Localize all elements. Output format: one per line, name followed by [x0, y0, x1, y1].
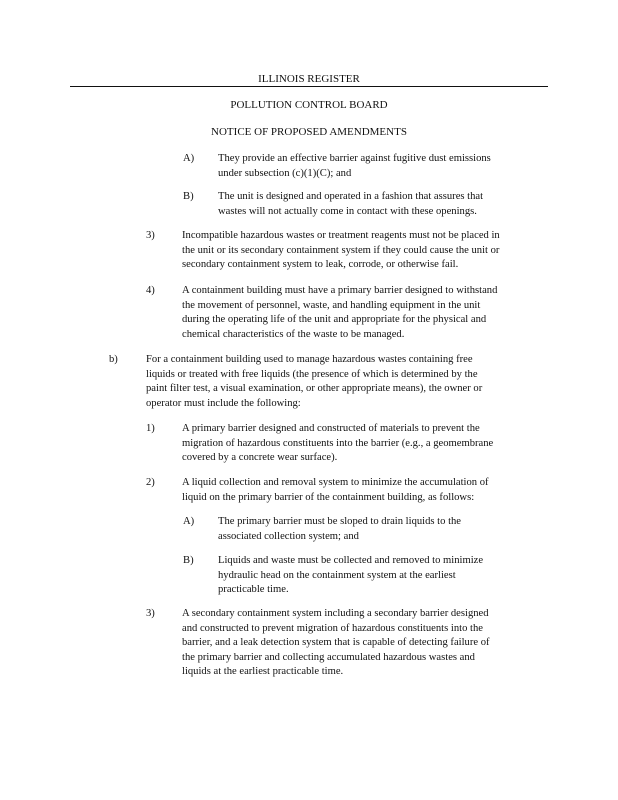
text-line: The primary barrier must be sloped to drain liquids to the [218, 516, 462, 527]
item-text [182, 284, 497, 342]
notice-title: NOTICE OF PROPOSED AMENDMENTS [211, 126, 407, 138]
text-line: liquids or treated with free liquids (the presence of which is determined by the [146, 368, 478, 380]
text-line: under subsection (c)(1)(C); and [218, 167, 352, 179]
header-rule [70, 86, 548, 87]
text-line: liquid on the primary barrier of the containment building, as follows: [182, 491, 475, 503]
text-line: hydraulic head on the containment system at the earliest [218, 569, 456, 581]
item-text [182, 476, 489, 505]
item-text [218, 515, 461, 544]
item-text [218, 152, 491, 181]
item-text [182, 422, 493, 466]
text-line: the unit or its secondary containment system if they could cause the unit or [182, 244, 500, 256]
item-label: 1) [146, 423, 155, 434]
item-text [182, 607, 490, 680]
text-line: They provide an effective barrier against fugitive dust emissions [218, 153, 491, 164]
text-line: covered by a concrete wear surface). [182, 452, 338, 464]
text-line: barrier, and a leak detection system that is capable of detecting failure of [182, 637, 490, 649]
item-label: 4) [146, 285, 155, 296]
item-label: 3) [146, 230, 155, 241]
text-line: operator must include the following: [146, 397, 301, 409]
text-line: secondary containment system to leak, corrode, or otherwise fail. [182, 259, 459, 271]
item-text [218, 554, 483, 598]
text-line: liquids at the earliest practicable time. [182, 666, 344, 678]
text-line: For a containment building used to manage hazardous wastes containing free [146, 354, 473, 365]
text-line: The unit is designed and operated in a fashion that assures that [218, 191, 484, 202]
text-line: the movement of personnel, waste, and handling equipment in the unit [182, 299, 481, 311]
text-line: A primary barrier designed and constructed of materials to prevent the [182, 423, 480, 434]
text-line: A liquid collection and removal system to minimize the accumulation of [182, 477, 489, 488]
item-label: 2) [146, 477, 155, 488]
item-label: A) [183, 516, 195, 527]
item-label: b) [109, 354, 118, 365]
item-label: A) [183, 153, 195, 164]
item-label: 3) [146, 608, 155, 619]
text-line: wastes will not actually come in contact with these openings. [218, 205, 477, 217]
register-title: ILLINOIS REGISTER [258, 73, 360, 85]
text-line: and constructed to prevent migration of hazardous constituents into the [182, 622, 483, 634]
item-label: B) [183, 555, 194, 566]
text-line: migration of hazardous constituents into the barrier (e.g., a geomembrane [182, 437, 494, 449]
item-text [146, 353, 482, 411]
text-line: paint filter test, a visual examination, or other appropriate means), the owner or [146, 383, 483, 395]
text-line: Liquids and waste must be collected and removed to minimize [218, 555, 484, 566]
text-line: the primary barrier and collecting accumulated hazardous wastes and [182, 651, 475, 663]
item-label: B) [183, 191, 194, 202]
text-line: practicable time. [218, 584, 289, 596]
text-line: A secondary containment system including a secondary barrier designed [182, 608, 489, 619]
item-text [182, 229, 500, 273]
text-line: Incompatible hazardous wastes or treatment reagents must not be placed in [182, 230, 500, 241]
text-line: chemical characteristics of the waste to be managed. [182, 328, 405, 340]
text-line: during the operating life of the unit and appropriate for the physical and [182, 314, 487, 326]
board-title: POLLUTION CONTROL BOARD [230, 99, 388, 111]
text-line: associated collection system; and [218, 530, 359, 542]
item-text [218, 190, 483, 219]
text-line: A containment building must have a primary barrier designed to withstand [182, 285, 498, 296]
